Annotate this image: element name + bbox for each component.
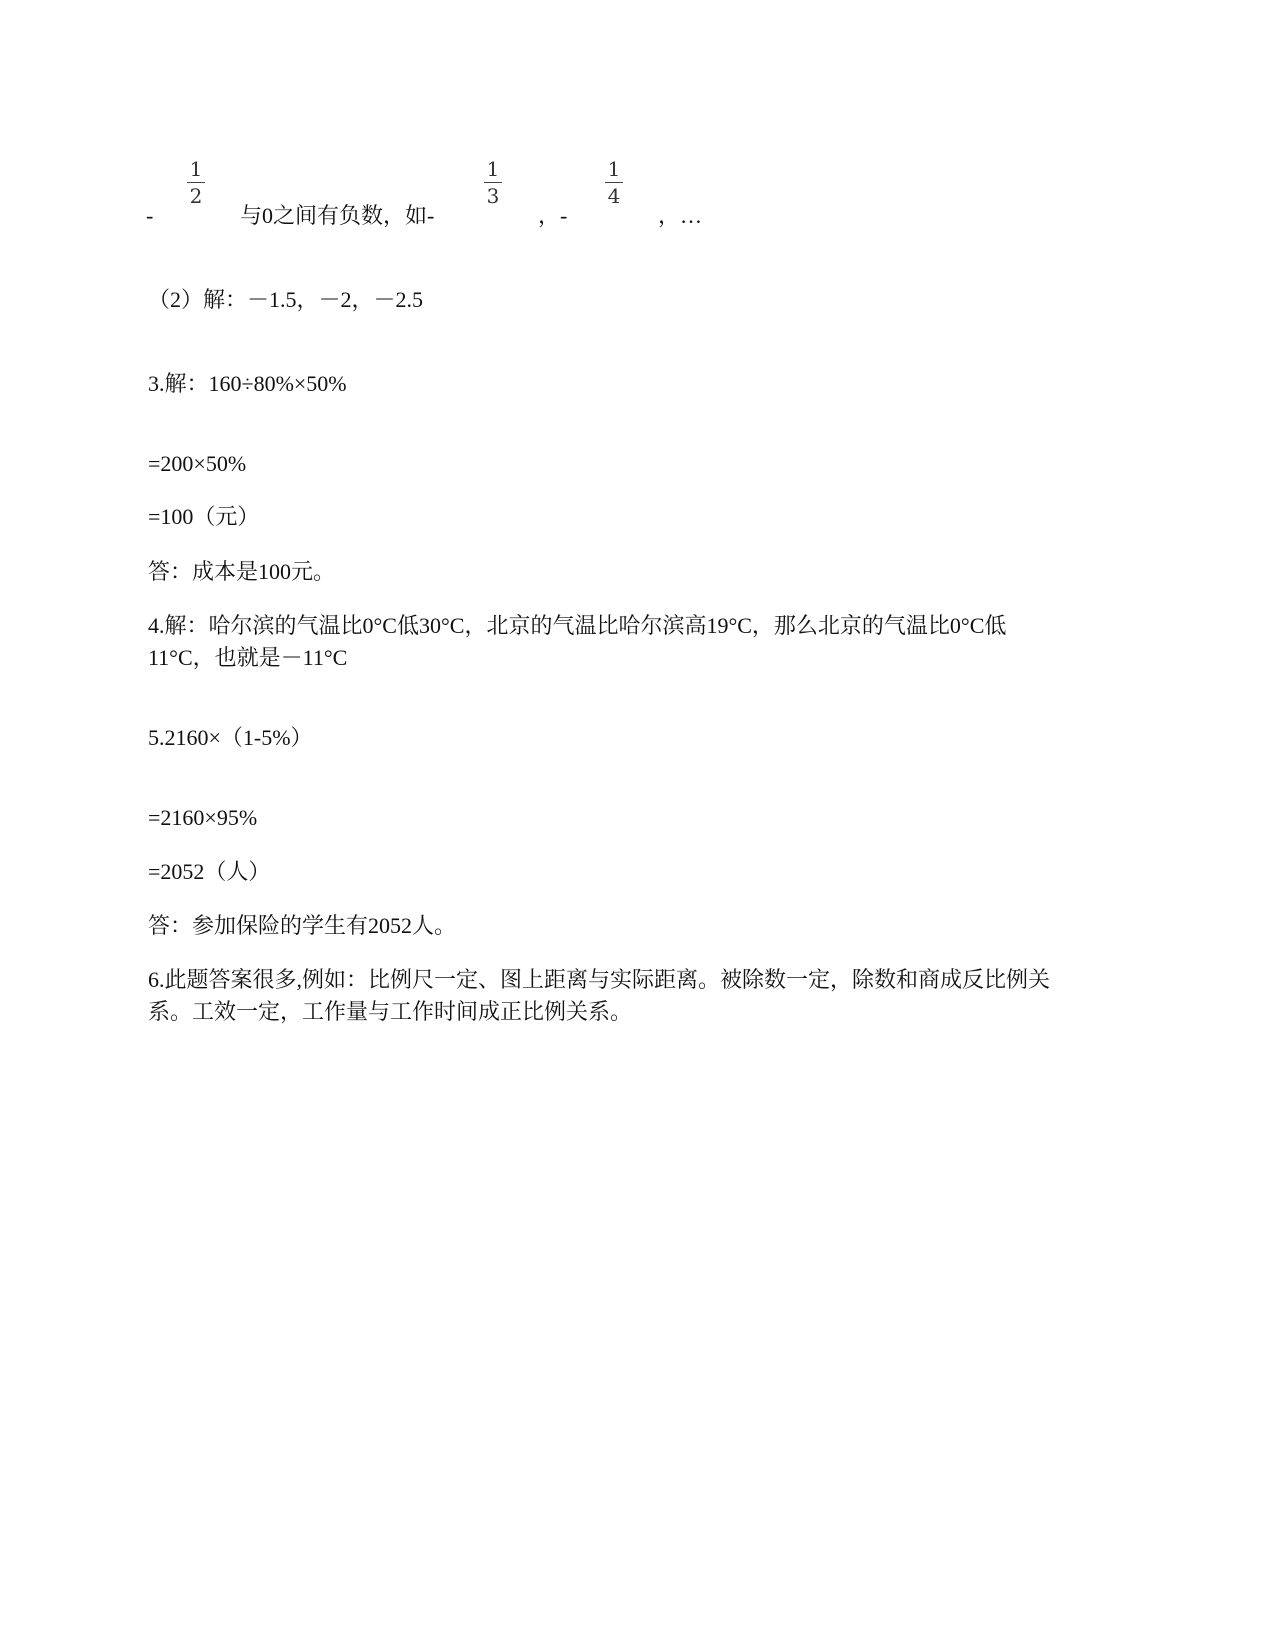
q5-answer: 答：参加保险的学生有2052人。 bbox=[148, 913, 457, 938]
fraction-numerator: 1 bbox=[486, 157, 500, 181]
minus-sign: - bbox=[146, 203, 154, 228]
q5-step3: =2052（人） bbox=[148, 859, 271, 884]
q3-step2: =200×50% bbox=[148, 451, 247, 476]
q5-step2: =2160×95% bbox=[148, 805, 258, 830]
q3-step3: =100（元） bbox=[148, 504, 260, 529]
negative-range-text: 与0之间有负数，如- bbox=[240, 203, 435, 228]
fraction-bar bbox=[187, 182, 205, 183]
fraction-one-third bbox=[481, 158, 505, 207]
q3-answer: 答：成本是100元。 bbox=[148, 559, 336, 584]
fraction-denominator: 3 bbox=[486, 184, 500, 208]
q5-step1: 5.2160×（1-5%） bbox=[148, 725, 313, 750]
q2-solution: （2）解：－1.5，－2，－2.5 bbox=[148, 287, 424, 312]
fraction-numerator: 1 bbox=[607, 157, 621, 181]
fraction-denominator: 4 bbox=[607, 184, 621, 208]
q3-step1: 3.解：160÷80%×50% bbox=[148, 371, 347, 396]
ellipsis-text: ，… bbox=[658, 203, 703, 228]
fraction-numerator: 1 bbox=[189, 157, 203, 181]
fraction-one-half bbox=[184, 158, 208, 207]
separator-text: ，- bbox=[538, 203, 568, 228]
fraction-bar bbox=[605, 182, 623, 183]
fraction-denominator: 2 bbox=[189, 184, 203, 208]
q4-solution: 4.解：哈尔滨的气温比0°C低30°C，北京的气温比哈尔滨高19°C，那么北京的气温比0°C低11°C，也就是－11°C bbox=[148, 613, 1007, 670]
fraction-bar bbox=[484, 182, 502, 183]
fraction-one-quarter bbox=[602, 158, 626, 207]
q6-solution: 6.此题答案很多,例如：比例尺一定、图上距离与实际距离。被除数一定，除数和商成反比例关系。工效一定，工作量与工作时间成正比例关系。 bbox=[148, 967, 1051, 1024]
